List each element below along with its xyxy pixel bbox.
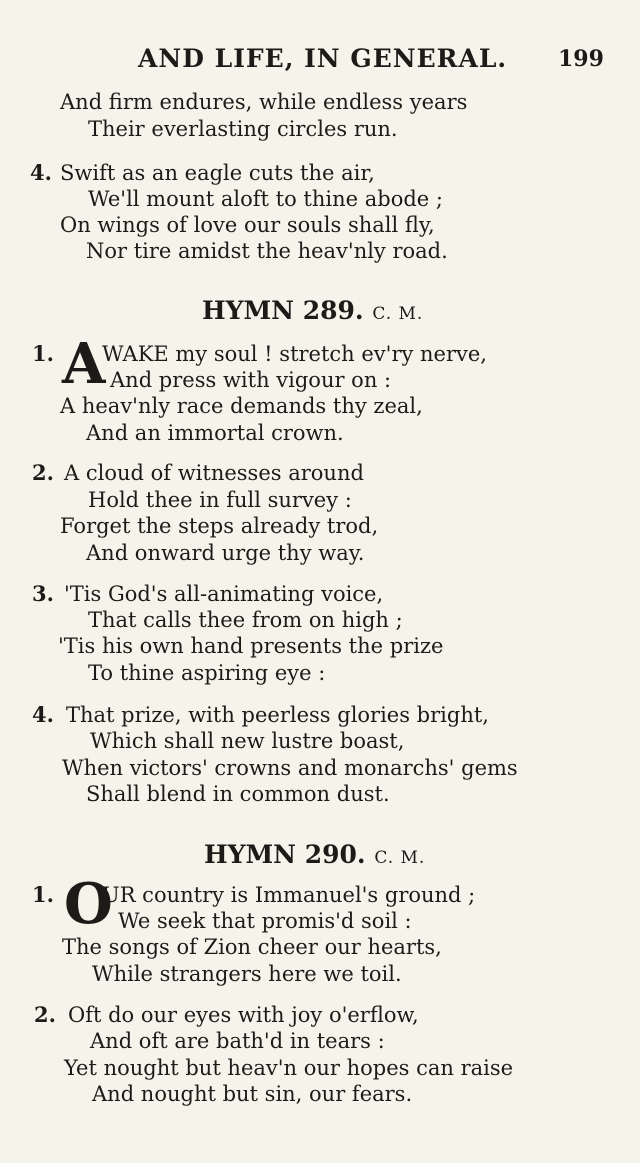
page-number: 199 <box>558 46 604 72</box>
hymn-title <box>202 296 423 325</box>
stanza-number: 4. <box>30 160 52 185</box>
drop-cap: O <box>64 871 113 937</box>
verse-line: Forget the steps already trod, <box>60 514 379 538</box>
page-header <box>0 44 640 80</box>
verse-line: UR country is Immanuel's ground ; <box>102 883 476 907</box>
verse-line: That prize, with peerless glories bright, <box>66 703 489 727</box>
verse-line: And nought but sin, our fears. <box>92 1082 413 1106</box>
verse-line: Which shall new lustre boast, <box>90 729 405 753</box>
hymn-meter: C. M. <box>372 304 424 324</box>
running-title: AND LIFE, IN GENERAL. <box>138 44 508 73</box>
verse-line: And onward urge thy way. <box>86 541 365 565</box>
hymn-title <box>204 840 425 869</box>
stanza-number: 3. <box>32 581 54 606</box>
verse-line: To thine aspiring eye : <box>88 661 326 685</box>
verse-line: WAKE my soul ! stretch ev'ry nerve, <box>102 342 487 366</box>
verse-line: Nor tire amidst the heav'nly road. <box>86 239 448 263</box>
verse-line: A heav'nly race demands thy zeal, <box>60 394 423 418</box>
verse-line: Hold thee in full survey : <box>88 488 352 512</box>
verse-line: On wings of love our souls shall fly, <box>60 213 435 237</box>
verse-line: Their everlasting circles run. <box>88 117 398 141</box>
hymn-number: HYMN 289. <box>202 296 364 325</box>
verse-line: The songs of Zion cheer our hearts, <box>62 935 442 959</box>
verse-line: Swift as an eagle cuts the air, <box>60 161 375 185</box>
stanza-number: 1. <box>32 882 54 907</box>
verse-line: We'll mount aloft to thine abode ; <box>88 187 443 211</box>
stanza-number: 2. <box>34 1002 56 1027</box>
verse-line: While strangers here we toil. <box>92 962 402 986</box>
verse-line: Oft do our eyes with joy o'erflow, <box>68 1003 419 1027</box>
verse-line: 'Tis his own hand presents the prize <box>58 634 444 658</box>
verse-line: And an immortal crown. <box>86 421 344 445</box>
hymn-number: HYMN 290. <box>204 840 366 869</box>
stanza-number: 4. <box>32 702 54 727</box>
stanza-number: 1. <box>32 341 54 366</box>
verse-line: That calls thee from on high ; <box>88 608 403 632</box>
verse-line: Shall blend in common dust. <box>86 782 390 806</box>
verse-line: We seek that promis'd soil : <box>118 909 412 933</box>
verse-line: Yet nought but heav'n our hopes can raise <box>64 1056 514 1080</box>
stanza-number: 2. <box>32 460 54 485</box>
drop-cap: A <box>62 331 106 397</box>
verse-line: A cloud of witnesses around <box>64 461 364 485</box>
verse-line: When victors' crowns and monarchs' gems <box>62 756 518 780</box>
verse-line: And firm endures, while endless years <box>60 90 468 114</box>
verse-line: 'Tis God's all-animating voice, <box>64 582 384 606</box>
hymn-meter: C. M. <box>374 848 426 868</box>
verse-line: And oft are bath'd in tears : <box>90 1029 385 1053</box>
verse-line: And press with vigour on : <box>110 368 392 392</box>
